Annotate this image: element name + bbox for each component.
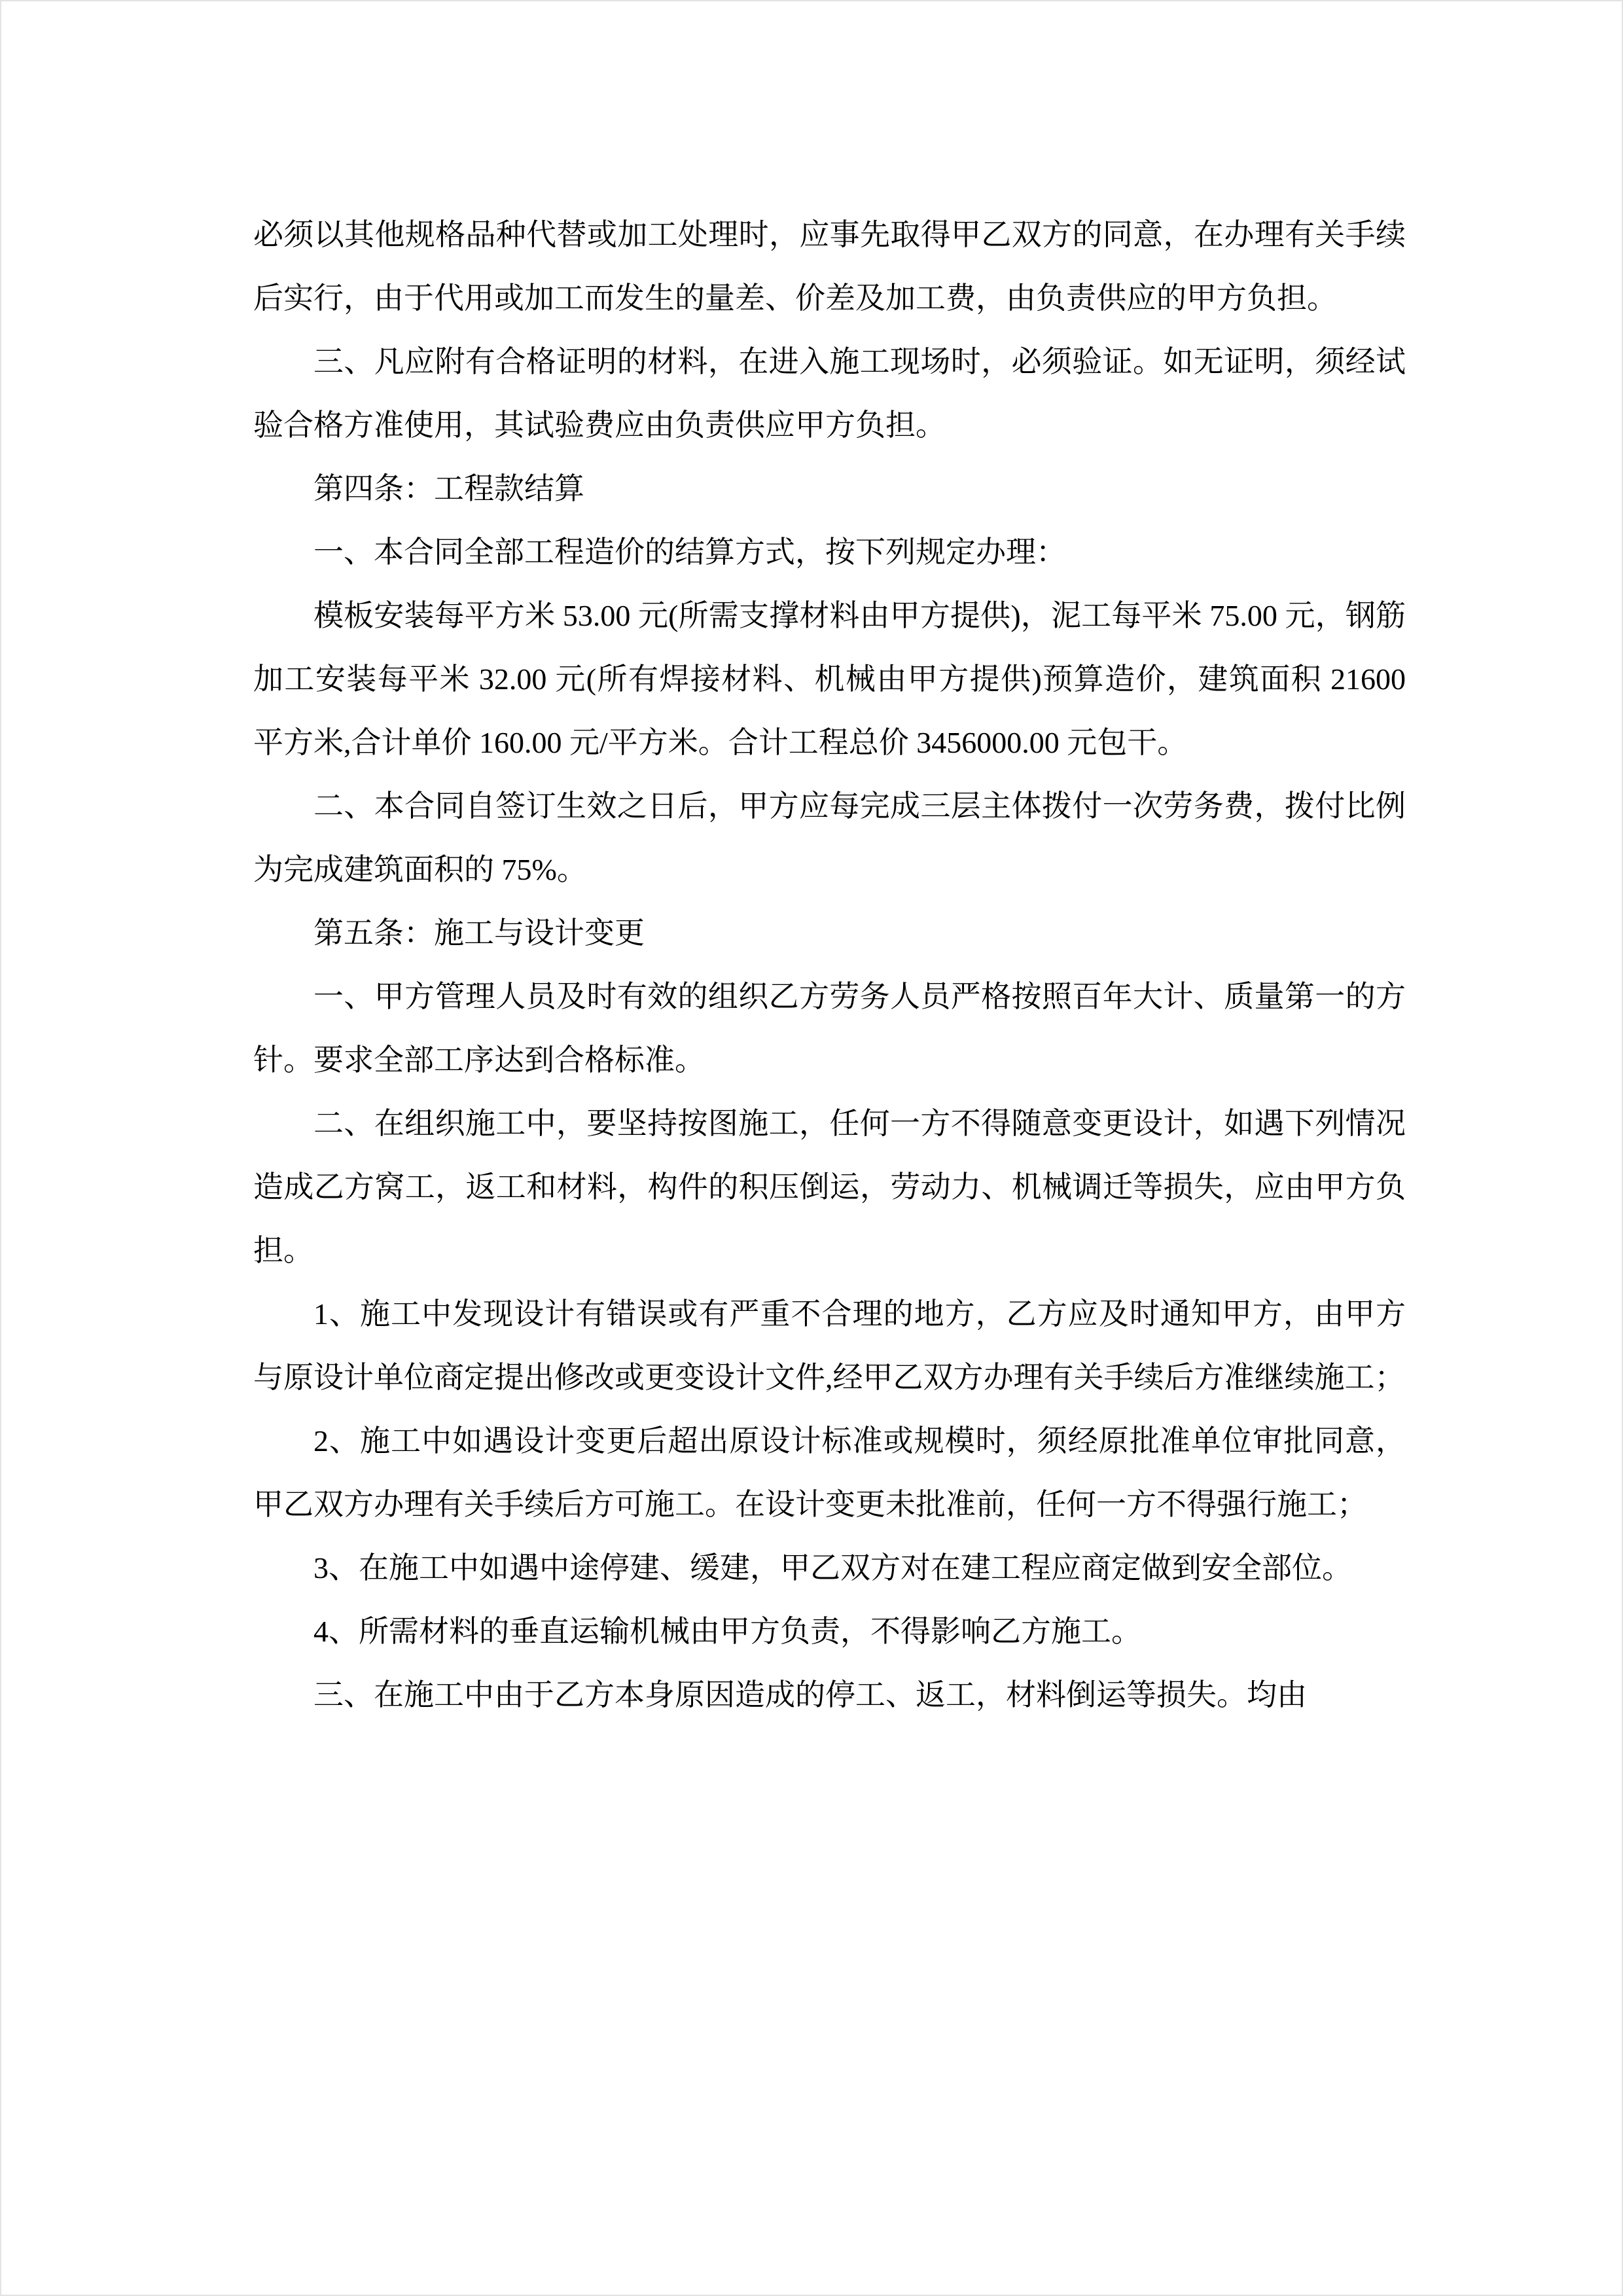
para-article4-item2-payment-schedule: 二、本合同自签订生效之日后，甲方应每完成三层主体拨付一次劳务费，拨付比例为完成建筑面积的 75%。 [253, 789, 1406, 886]
para-clause3-certified-materials: 三、凡应附有合格证明的材料，在进入施工现场时，必须验证。如无证明，须经试验合格方准使用，其试验费应由负责供应甲方负担。 [253, 345, 1406, 442]
para-article4-item1-settlement-method: 一、本合同全部工程造价的结算方式，按下列规定办理： [313, 535, 1066, 569]
para-article5-subitem3-suspension: 3、在施工中如遇中途停建、缓建，甲乙双方对在建工程应商定做到安全部位。 [313, 1551, 1352, 1585]
para-article5-item3-party-b-losses: 三、在施工中由于乙方本身原因造成的停工、返工，材料倒运等损失。均由 [313, 1678, 1307, 1712]
para-article5-subitem1-design-errors: 1、施工中发现设计有错误或有严重不合理的地方，乙方应及时通知甲方，由甲方与原设计单位商定提出修改或更变设计文件,经甲乙双方办理有关手续后方准继续施工； [253, 1297, 1406, 1394]
para-article5-item2-follow-drawings: 二、在组织施工中，要坚持按图施工，任何一方不得随意变更设计，如遇下列情况造成乙方窝工，返工和材料，构件的积压倒运，劳动力、机械调迁等损失，应由甲方负担。 [253, 1107, 1406, 1267]
para-article5-subitem2-design-change-approval: 2、施工中如遇设计变更后超出原设计标准或规模时，须经原批准单位审批同意，甲乙双方办理有关手续后方可施工。在设计变更未批准前，任何一方不得强行施工； [253, 1424, 1406, 1521]
para-article5-subitem4-vertical-transport: 4、所需材料的垂直运输机械由甲方负责，不得影响乙方施工。 [313, 1615, 1141, 1648]
para-article4-unit-prices: 模板安装每平方米 53.00 元(所需支撑材料由甲方提供)，泥工每平米 75.00 元，钢筋加工安装每平米 32.00 元(所有焊接材料、机械由甲方提供)预算造价，建筑面积 21600 平方米,合计单价 160.00 元/平方米。合计工程总价 3456000.00 元包干。 [253, 599, 1406, 759]
para-article5-item1-quality-policy: 一、甲方管理人员及时有效的组织乙方劳务人员严格按照百年大计、质量第一的方针。要求全部工序达到合格标准。 [253, 980, 1406, 1077]
document-body [253, 203, 1406, 1727]
para-material-substitution-continuation: 必须以其他规格品种代替或加工处理时，应事先取得甲乙双方的同意，在办理有关手续后实行，由于代用或加工而发生的量差、价差及加工费，由负责供应的甲方负担。 [253, 218, 1406, 315]
heading-article-5-construction-design-changes: 第五条：施工与设计变更 [313, 916, 645, 950]
heading-article-4-payment-settlement: 第四条：工程款结算 [313, 472, 584, 505]
